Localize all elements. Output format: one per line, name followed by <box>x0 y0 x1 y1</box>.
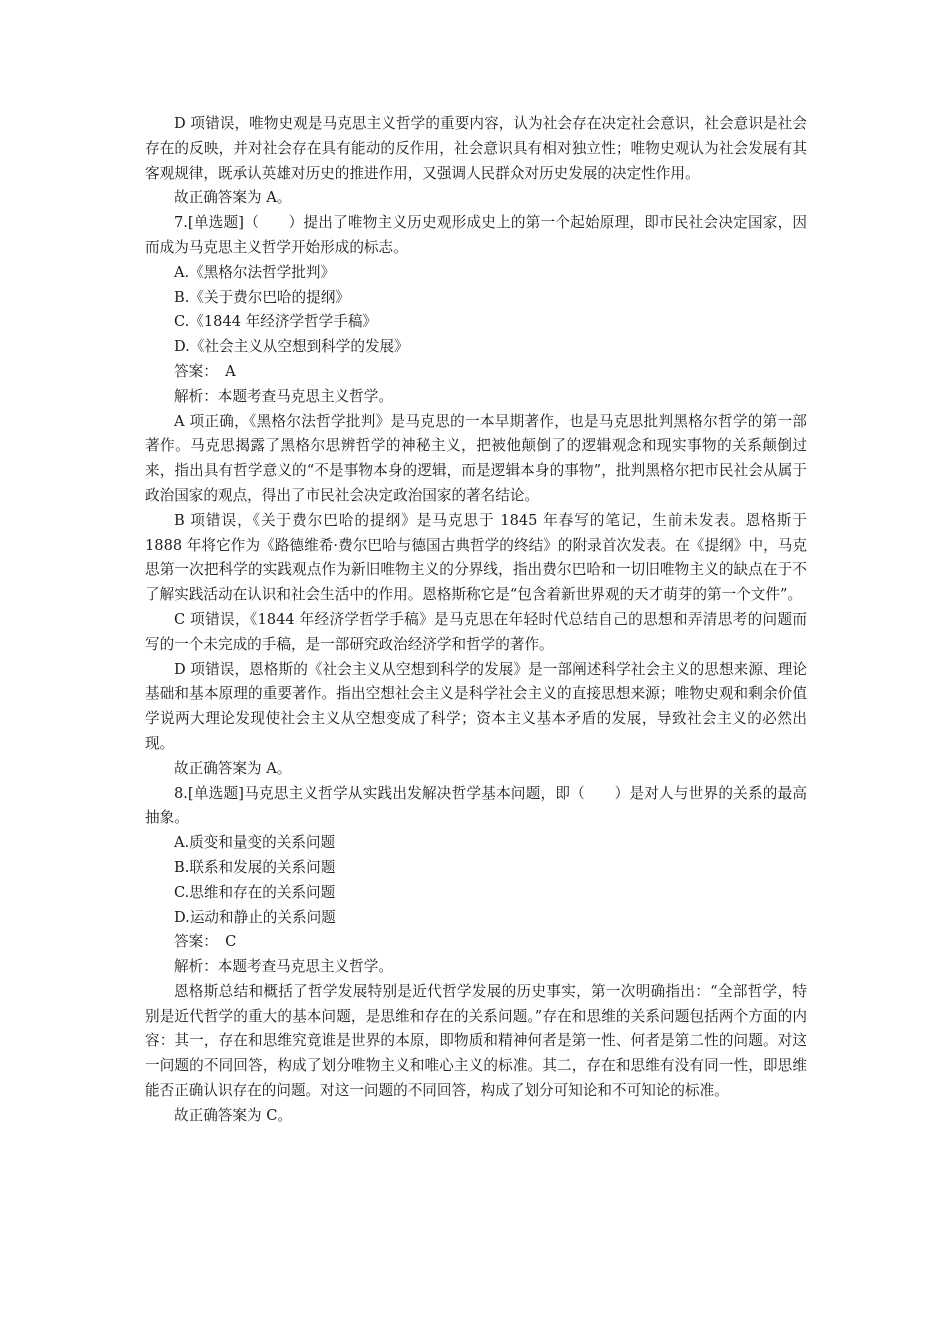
q8-conclusion: 故正确答案为 C。 <box>174 1106 292 1124</box>
q7-analysis-a: A 项正确，《黑格尔法哲学批判》是马克思的一本早期著作，也是马克思批判黑格尔哲学的第一部著作。马克思揭露了黑格尔思辨哲学的神秘主义，把被他颠倒了的逻辑观念和现实事物的关系颠倒过来，指出具有哲学意义的“不是事物本身的逻辑，而是逻辑本身的事物”，批判黑格尔把市民社会从属于政治国家的观点，得出了市民社会决定政治国家的著名结论。 <box>145 412 807 504</box>
q7-stem: 7.[单选题]（ ）提出了唯物主义历史观形成史上的第一个起始原理，即市民社会决定国家，因而成为马克思主义哲学开始形成的标志。 <box>145 214 807 256</box>
q7-analysis-b: B 项错误，《关于费尔巴哈的提纲》是马克思于 1845 年春写的笔记，生前未发表。恩格斯于 1888 年将它作为《路德维希·费尔巴哈与德国古典哲学的终结》的附录首次发表。在《提纲》中，马克思第一次把科学的实践观点作为新旧唯物主义的分界线，指出费尔巴哈和一切旧唯物主义的缺点在于不了解实践活动在认识和社会生活中的作用。恩格斯称它是“包含着新世界观的天才萌芽的第一个文件”。 <box>145 511 807 604</box>
q8-option-a: A.质变和量变的关系问题 <box>174 834 336 852</box>
q7-option-d: D.《社会主义从空想到科学的发展》 <box>174 338 409 356</box>
q8-answer: 答案： C <box>174 933 237 951</box>
q8-stem: 8.[单选题]马克思主义哲学从实践出发解决哲学基本问题，即（ ）是对人与世界的关系的最高抽象。 <box>145 784 807 827</box>
q8-analysis-intro: 解析：本题考查马克思主义哲学。 <box>174 958 393 976</box>
q7-analysis-intro: 解析：本题考查马克思主义哲学。 <box>174 387 393 405</box>
q7-option-c: C.《1844 年经济学哲学手稿》 <box>174 313 378 331</box>
q7-conclusion: 故正确答案为 A。 <box>174 759 292 777</box>
q7-answer: 答案： A <box>174 362 236 380</box>
analysis-q6-option-d: D 项错误，唯物史观是马克思主义哲学的重要内容，认为社会存在决定社会意识，社会意识是社会存在的反映，并对社会存在具有能动的反作用，社会意识具有相对独立性；唯物史观认为社会发展有其客观规律，既承认英雄对历史的推进作用，又强调人民群众对历史发展的决定性作用。 <box>145 115 807 182</box>
q8-option-b: B.联系和发展的关系问题 <box>174 858 336 876</box>
q8-analysis-body: 恩格斯总结和概括了哲学发展特别是近代哲学发展的历史事实，第一次明确指出：“全部哲学，特别是近代哲学的重大的基本问题，是思维和存在的关系问题。”存在和思维的关系问题包括两个方面的内容：其一，存在和思维究竟谁是世界的本原，即物质和精神何者是第一性、何者是第二性的问题。对这一问题的不同回答，构成了划分唯物主义和唯心主义的标准。其二，存在和思维有没有同一性，即思维能否正确认识存在的问题。对这一问题的不同回答，构成了划分可知论和不可知论的标准。 <box>145 982 807 1100</box>
q7-analysis-d: D 项错误，恩格斯的《社会主义从空想到科学的发展》是一部阐述科学社会主义的思想来源、理论基础和基本原理的重要著作。指出空想社会主义是科学社会主义的直接思想来源；唯物史观和剩余价值学说两大理论发现使社会主义从空想变成了科学；资本主义基本矛盾的发展，导致社会主义的必然出现。 <box>145 660 807 752</box>
q6-conclusion: 故正确答案为 A。 <box>174 189 292 207</box>
q7-option-b: B.《关于费尔巴哈的提纲》 <box>174 288 350 306</box>
q7-option-a: A.《黑格尔法哲学批判》 <box>174 263 336 281</box>
q8-option-c: C.思维和存在的关系问题 <box>174 883 336 901</box>
q7-analysis-c: C 项错误，《1844 年经济学哲学手稿》是马克思在年轻时代总结自己的思想和弄清思考的问题而写的一个未完成的手稿，是一部研究政治经济学和哲学的著作。 <box>145 610 807 653</box>
q8-option-d: D.运动和静止的关系问题 <box>174 908 336 926</box>
document-page <box>145 112 807 1129</box>
